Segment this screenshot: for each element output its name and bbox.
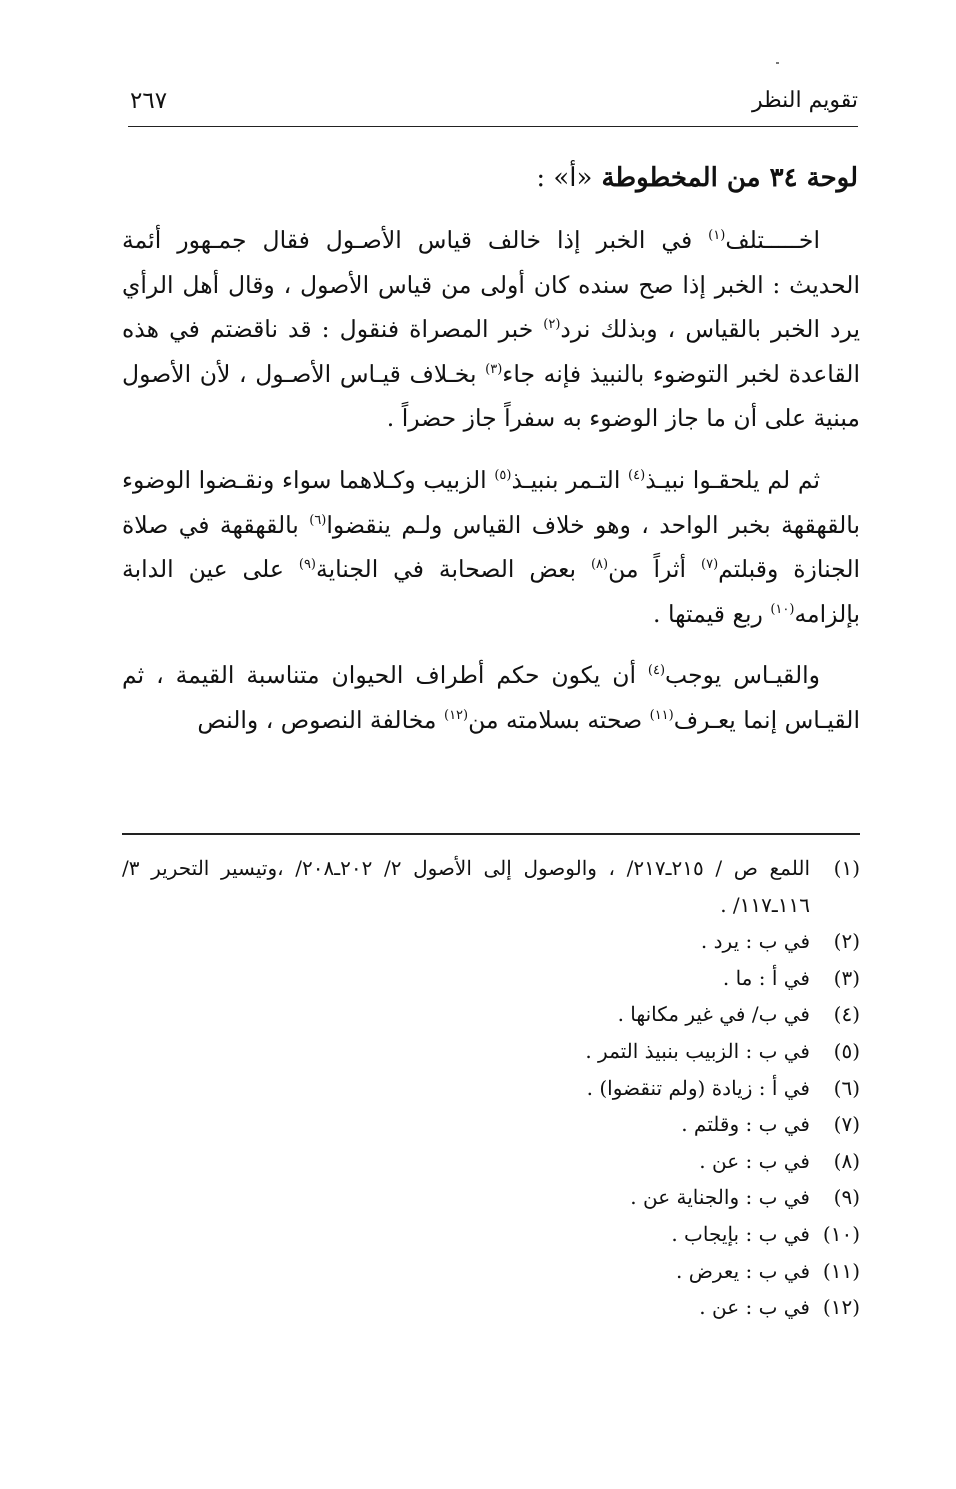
text-segment: اخـــــتلف: [725, 226, 820, 254]
text-segment: بخـلاف قيـاس الأصـول ، لأن الأصول مبنية على أن ما جاز الوضوء به سفراً جاز حضراً .: [122, 359, 860, 433]
footnote-number: (١): [833, 856, 860, 880]
text-segment: صحته بسلامته من: [468, 705, 650, 734]
text-segment: في الخبر إذا خالف قياس الأصـول فقال جمـهور أئمة الحديث : الخبر إذا صح سنده كان أولى من قياس الأصول ، وقال أهل الرأي يرد الخبر بالقياس ، وبذلك نرد: [122, 226, 861, 344]
text-segment: أن يكون حكم أطراف الحيوان متناسبة القيمة ، ثم القيـاس إنما يعـرف: [122, 661, 860, 734]
paragraph: [122, 458, 860, 636]
footnote-text: في ب : وقلتم .: [681, 1112, 810, 1137]
paragraph: [122, 653, 860, 742]
text-segment: ثم لم يلحقـوا نبيـذ: [645, 465, 821, 494]
footnote-text: في ب : الزبيب بنبيذ التمر .: [585, 1038, 810, 1063]
footnote-number: (٨): [833, 1148, 860, 1173]
footnote-text: في ب : عن .: [699, 1148, 810, 1173]
footnote: [122, 1070, 860, 1107]
footnote-number: (٤): [833, 1002, 860, 1027]
footnote: [122, 1106, 860, 1143]
footnote: [122, 1179, 860, 1216]
footnote: [122, 850, 860, 923]
footnote-text: في ب : والجناية عن .: [630, 1185, 810, 1210]
footnote-ref: (٤): [628, 467, 646, 483]
footnote-ref: (٧): [701, 557, 719, 573]
heading-text: لوحة ٣٤ من المخطوطة: [601, 163, 858, 193]
footnote-number: (٣): [833, 965, 860, 990]
text-segment: بعض الصحابة في الجناية: [316, 555, 591, 584]
footnote-rule: [122, 833, 860, 835]
footnote-number: (١٠): [822, 1221, 860, 1246]
text-segment: الزبيب وكـلاهما سواء ونقـضوا الوضوء بالقهقهة بخبر الواحد ، وهو خلاف القياس ولـم ينقضوا: [122, 465, 861, 539]
footnote-text: في ب/ في غير مكانها .: [617, 1002, 810, 1027]
section-heading: [536, 163, 858, 193]
scan-speck: [776, 62, 779, 64]
footnote-ref: (٨): [590, 557, 609, 573]
footnote-number: (١١): [822, 1258, 860, 1283]
footnote: [122, 1143, 860, 1180]
text-segment: بالقهقهة في صلاة الجنازة وقبلتم: [122, 510, 861, 584]
footnote-text: في ب : بإيجاب .: [671, 1221, 810, 1246]
footnote-ref: (٥): [494, 467, 512, 483]
footnote-text: في أ : زيادة (ولم تنقضوا) .: [586, 1075, 810, 1100]
footnote-text: في أ : ما .: [722, 965, 810, 990]
footnote-text: اللمع ص / ٢١٥ـ٢١٧/ ، والوصول إلى الأصول ٢/ ٢٠٢ـ٢٠٨/ ،وتيسير التحرير ٣/ ١١٦ـ١١٧/ .: [122, 856, 810, 917]
text-segment: التـمر بنبيـذ: [511, 465, 629, 494]
footnote-number: (٥): [833, 1038, 860, 1063]
footnote-text: في ب : يرد .: [700, 929, 810, 954]
footnote-text: في ب : يعرض .: [675, 1258, 810, 1283]
footnote: [122, 1253, 860, 1290]
footnote-text: في ب : عن .: [699, 1295, 810, 1320]
footnote: [122, 996, 860, 1033]
footnote-ref: (١): [708, 228, 726, 243]
footnote-number: (٢): [833, 929, 860, 954]
footnote-ref: (٦): [309, 512, 327, 528]
heading-tail: «أ» :: [536, 163, 593, 193]
text-segment: خبر المصراة فنقول : قد ناقضتم في هذه القاعدة لخبر التوضوء بالنبيذ فإنه جاء: [122, 315, 860, 388]
footnote: [122, 1216, 860, 1253]
footnote-number: (٧): [833, 1112, 860, 1137]
footnote-ref: (٤): [647, 663, 666, 679]
footnote: [122, 1033, 860, 1070]
footnote-ref: (٣): [485, 361, 503, 377]
footnote-ref: (١٠): [770, 601, 795, 617]
footnote-ref: (٩): [298, 557, 316, 573]
footnote: [122, 960, 860, 997]
footnote-ref: (١١): [649, 707, 674, 723]
footnotes: [122, 850, 860, 1326]
header-rule: [128, 126, 858, 127]
text-segment: والقيـاس يوجب: [665, 661, 820, 690]
footnote-number: (١٢): [822, 1295, 860, 1320]
footnote-number: (٦): [833, 1075, 860, 1100]
paragraph: [122, 218, 860, 441]
footnote-ref: (٢): [543, 317, 561, 333]
running-title: تقويم النظر: [751, 88, 858, 113]
footnote: [122, 923, 860, 960]
footnote-ref: (١٢): [443, 707, 469, 723]
footnote: [122, 1289, 860, 1326]
text-segment: مخالفة النصوص ، والنص: [197, 705, 444, 734]
footnote-number: (٩): [833, 1185, 860, 1210]
text-segment: أثراً من: [608, 555, 701, 584]
page-number: ٢٦٧: [130, 88, 168, 114]
text-segment: على عين الدابة بإلزامه: [122, 555, 860, 628]
page-header: [128, 88, 858, 120]
main-text: [122, 218, 860, 760]
text-segment: ربع قيمتها .: [653, 599, 771, 628]
